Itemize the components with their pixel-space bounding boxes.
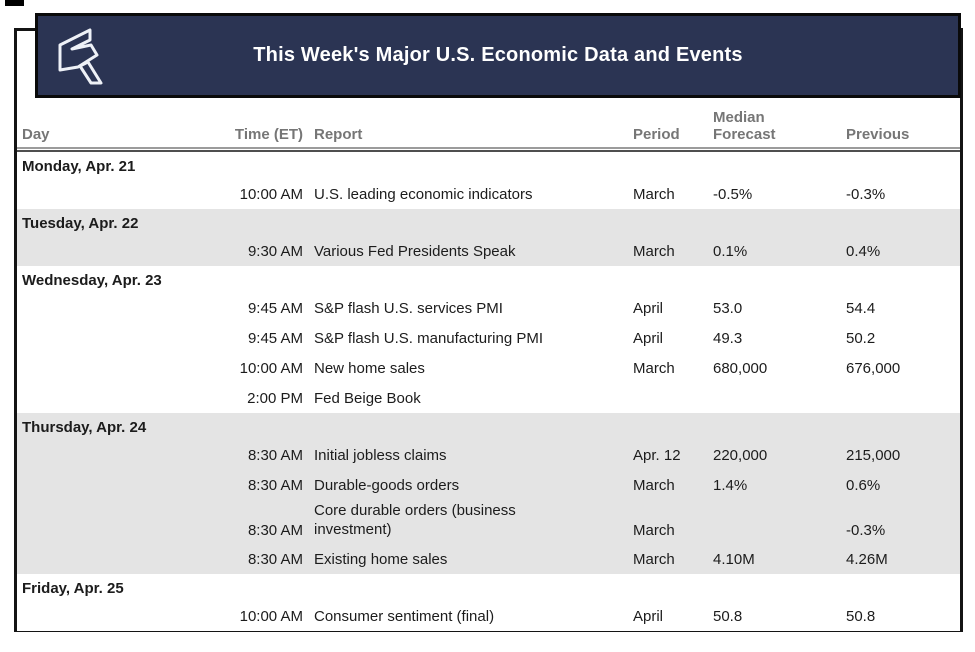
event-period: Apr. 12: [633, 446, 681, 464]
economic-calendar-table: [14, 28, 963, 632]
event-previous: 50.2: [846, 329, 876, 347]
event-time: 2:00 PM: [247, 389, 303, 407]
event-median-forecast: 0.1%: [713, 242, 748, 260]
event-report: [303, 390, 633, 407]
event-previous: 215,000: [846, 446, 901, 464]
table-body: [17, 94, 960, 631]
day-header: Tuesday, Apr. 22: [22, 215, 139, 232]
day-rows: [17, 179, 960, 209]
event-median-forecast: 4.10M: [713, 550, 755, 568]
event-time: 8:30 AM: [247, 550, 303, 568]
event-row: [17, 544, 960, 574]
title-bar: [35, 13, 961, 98]
event-row: [17, 383, 960, 413]
event-report: [303, 300, 633, 317]
event-report: [303, 551, 633, 568]
column-header-time: Time (ET): [234, 126, 303, 143]
sections-host: [17, 152, 960, 631]
day-section: [17, 152, 960, 209]
event-time: 10:00 AM: [239, 359, 303, 377]
event-period: March: [633, 550, 675, 568]
event-median-forecast: 220,000: [713, 446, 768, 464]
event-previous: 54.4: [846, 299, 876, 317]
event-period: March: [633, 185, 675, 203]
event-time: 8:30 AM: [247, 476, 303, 494]
day-header: Monday, Apr. 21: [22, 158, 136, 175]
column-header-previous: Previous: [846, 126, 910, 143]
page-title: This Week's Major U.S. Economic Data and Events: [253, 44, 743, 66]
event-report-text: S&P flash U.S. manufacturing PMI: [314, 329, 543, 347]
event-report: [303, 186, 633, 203]
event-previous: 676,000: [846, 359, 901, 377]
event-report: [303, 501, 633, 539]
event-time: 8:30 AM: [247, 522, 303, 539]
day-header: Wednesday, Apr. 23: [22, 272, 162, 289]
event-report-text: Core durable orders (business investment): [314, 502, 516, 538]
event-period: March: [633, 522, 675, 539]
event-report-text: U.S. leading economic indicators: [314, 185, 533, 203]
event-report: [303, 330, 633, 347]
event-median-forecast: 49.3: [713, 329, 743, 347]
event-report-text: Consumer sentiment (final): [314, 607, 495, 625]
day-rows: [17, 293, 960, 413]
day-rows: [17, 440, 960, 574]
event-period: March: [633, 476, 675, 494]
event-report: [303, 608, 633, 625]
event-period: March: [633, 359, 675, 377]
event-previous: 0.6%: [846, 476, 881, 494]
column-header-period: Period: [633, 126, 680, 143]
event-median-forecast: 50.8: [713, 607, 743, 625]
column-header-report: Report: [314, 126, 363, 143]
event-previous: 4.26M: [846, 550, 888, 568]
event-median-forecast: 53.0: [713, 299, 743, 317]
column-header-median-forecast: [713, 109, 846, 143]
event-row: [17, 236, 960, 266]
day-section: [17, 266, 960, 413]
event-report-text: Initial jobless claims: [314, 446, 447, 464]
event-previous: -0.3%: [846, 185, 886, 203]
event-row: [17, 293, 960, 323]
event-time: 9:45 AM: [247, 329, 303, 347]
event-row: [17, 440, 960, 470]
day-header: Friday, Apr. 25: [22, 580, 124, 597]
event-report-text: Fed Beige Book: [314, 389, 421, 407]
event-row: [17, 470, 960, 500]
event-period: April: [633, 329, 664, 347]
event-row: [17, 601, 960, 631]
event-row: [17, 179, 960, 209]
column-header-median-line1: Median: [713, 109, 765, 126]
event-row: [17, 323, 960, 353]
column-header-median-line2: Forecast: [713, 126, 776, 143]
event-previous: 50.8: [846, 607, 876, 625]
day-section: [17, 413, 960, 574]
event-median-forecast: 1.4%: [713, 476, 748, 494]
event-report: [303, 243, 633, 260]
event-report-text: Durable-goods orders: [314, 476, 460, 494]
event-report: [303, 447, 633, 464]
event-time: 10:00 AM: [239, 185, 303, 203]
day-header: Thursday, Apr. 24: [22, 419, 147, 436]
event-time: 9:30 AM: [247, 242, 303, 260]
column-header-row: [17, 94, 960, 147]
event-row: [17, 500, 960, 544]
event-time: 9:45 AM: [247, 299, 303, 317]
column-header-day: Day: [22, 126, 50, 143]
day-rows: [17, 236, 960, 266]
crop-artifact-mark: [5, 0, 24, 6]
event-previous: 0.4%: [846, 242, 881, 260]
day-section: [17, 574, 960, 631]
event-time: 8:30 AM: [247, 446, 303, 464]
day-section: [17, 209, 960, 266]
event-period: April: [633, 607, 664, 625]
event-report-text: S&P flash U.S. services PMI: [314, 299, 503, 317]
event-period: March: [633, 242, 675, 260]
event-period: April: [633, 299, 664, 317]
event-time: 10:00 AM: [239, 607, 303, 625]
event-report: [303, 360, 633, 377]
column-header-day-time-cell: [17, 126, 303, 143]
day-rows: [17, 601, 960, 631]
event-median-forecast: -0.5%: [713, 185, 753, 203]
event-previous: -0.3%: [846, 522, 886, 539]
event-row: [17, 353, 960, 383]
event-median-forecast: 680,000: [713, 359, 768, 377]
event-report: [303, 477, 633, 494]
event-report-text: New home sales: [314, 359, 425, 377]
event-report-text: Various Fed Presidents Speak: [314, 242, 516, 260]
event-report-text: Existing home sales: [314, 550, 448, 568]
